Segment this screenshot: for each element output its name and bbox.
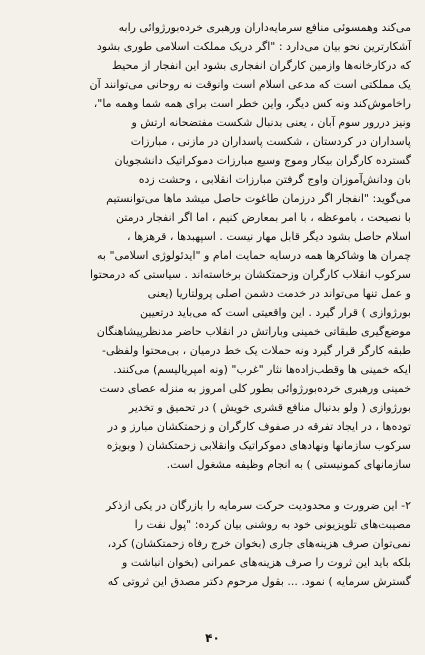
- text-line: سرکوب سازمانها ونهادهای دموکراتیک وانقلابی زحمتکشان ( وبویژه: [106, 439, 411, 452]
- text-line: می‌گوید: "انفجار اگر درزمان طاغوت حاصل میشد ماها می‌توانستیم: [106, 192, 411, 205]
- text-line: که درکارخانه‌ها وازمین کارگران انفجاری بشود این انفجار از محیط: [111, 59, 411, 72]
- paragraph-2: [14, 496, 411, 591]
- text-line: آشکارترین نحو بیان می‌دارد : "اگر دریک مملکت اسلامی طوری بشود: [96, 40, 411, 53]
- text-line: گسترده کارگران بیکار وموج وسیع مبارزات دموکراتیک دانشجویان: [114, 154, 411, 167]
- text-line: توده‌ها ، در ایجاد تفرقه در صفوف کارگران و زحمتکشان مبارز و در: [107, 420, 411, 433]
- text-line: موضع‌گیری طبقاتی خمینی وباراتش در انقلاب حاضر مدنظرپیشاهنگان: [96, 325, 411, 338]
- text-line: چمران ها وشاکرها همه درسایه حمایت امام و "ایدئولوژی اسلامی" به: [97, 249, 411, 262]
- text-line: و عمل تنها می‌تواند در خدمت دشمن اصلی پرولتاریا (یعنی: [147, 287, 411, 300]
- text-line: گسترش سرمایه ) نمود. ... بقول مرحوم دکتر مصدق این ثروتی که: [107, 575, 411, 588]
- text-line: بورژوازی ( ولو بدنبال منافع قشری خویش ) در تحمیق و تخدیر: [128, 401, 411, 414]
- text-line: بلکه باید این ثروت را صرف هزینه‌های عمرانی (بخوان انباشت و: [122, 556, 411, 569]
- text-line: می‌کند وهمسوئی منافع سرمایه‌داران ورهبری خرده‌بورژوائی رابه: [118, 21, 411, 34]
- text-line: با نصیحت ، باموعظه ، با امر بمعارض کنیم ، اما اگر انفجار درمتن: [115, 211, 411, 224]
- text-line: ۲- این ضرورت و محدودیت حرکت سرمایه را بازرگان در یکی ازذکر: [106, 499, 411, 512]
- text-line: بورژوازی ) قرار گیرد . این واقعیتی است که می‌باید درتعیین: [140, 306, 411, 319]
- text-line: بان ودانش‌آموزان واوج گرفتن مبارزات انقلابی ، وحشت زده: [138, 173, 411, 186]
- text-line: مصیبت‌های تلویزیونی خود به روشنی بیان کرده: "پول نفت را: [134, 518, 411, 531]
- text-line: سازمانهای کمونیستی ) به انجام وظیفه مشغول است.: [166, 458, 411, 471]
- page-number: ۴۰: [205, 631, 220, 645]
- text-line: ونیز دررور سوم آبان ، یعنی بدنبال شکست مفتضحانه ارتش و: [131, 116, 411, 129]
- paragraph-1: [14, 18, 411, 474]
- text-line: اسلام حاصل بشود دیگر قابل مهار نیست . اسپهبدها ، قرهزها ،: [127, 230, 411, 243]
- text-line: راخاموش‌کند ونه کس دیگر، واین خطر است برای همه شما وهمه ما"،: [93, 97, 411, 110]
- text-line: طبقه کارگر قرار گیرد ونه حملات یک خط درمیان ، بی‌محتوا ولفظی-: [102, 344, 411, 357]
- text-line: خمینی ورهبری خرده‌بورژوائی بطور کلی امروز به منزله عصای دست: [99, 382, 411, 395]
- text-line: یک مملکتی است که مدعی اسلام است وانوقت نه روحانی می‌توانند آن: [89, 78, 411, 91]
- text-line: سرکوب انقلاب کارگران وزحمتکشان برخاسته‌اند . سیاستی که درمحتوا: [90, 268, 411, 281]
- text-line: نمی‌توان صرف هزینه‌های جاری (بخوان خرج رفاه زحمتکشان) کرد،: [107, 537, 411, 550]
- text-line: ایکه خمینی ها وقطب‌زاده‌ها نثار "غرب" (ونه امپریالیسم) می‌کنند.: [113, 363, 411, 376]
- text-line: پاسداران در کردستان ، شکست پاسداران در مازنی ، مبارزات: [130, 135, 411, 148]
